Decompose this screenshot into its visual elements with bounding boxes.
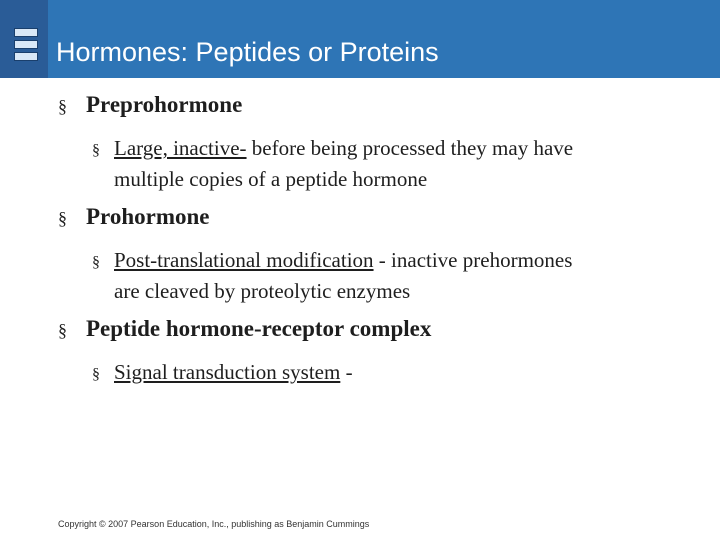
logo-stripe-bottom xyxy=(14,52,38,61)
sub-bullet-marker-icon: § xyxy=(92,142,100,159)
bullet-heading: Peptide hormone-receptor complex xyxy=(86,316,432,341)
bullet-receptor-complex xyxy=(58,316,431,342)
sub-bullet-text: - xyxy=(340,360,353,384)
sub-bullet-line xyxy=(92,246,702,277)
bullet-heading: Preprohormone xyxy=(86,92,243,117)
sub-bullet-term: Post-translational modification xyxy=(114,248,374,272)
copyright-footer: Copyright © 2007 Pearson Education, Inc., publishing as Benjamin Cummings xyxy=(58,519,370,529)
sub-bullet-marker-icon: § xyxy=(92,366,100,383)
bullet-marker-icon: § xyxy=(58,96,67,116)
bullet-marker-icon: § xyxy=(58,320,67,340)
bullet-marker-icon: § xyxy=(58,208,67,228)
sub-bullet-preprohormone xyxy=(92,134,702,193)
logo-stripe-top xyxy=(14,28,38,37)
sub-bullet-line xyxy=(92,134,702,165)
sub-bullet-marker-icon: § xyxy=(92,254,100,271)
sub-bullet-continuation: multiple copies of a peptide hormone xyxy=(114,167,428,191)
bullet-preprohormone xyxy=(58,92,242,118)
sub-bullet-line xyxy=(92,358,702,389)
sub-bullet-prohormone xyxy=(92,246,702,305)
sub-bullet-receptor-complex xyxy=(92,358,702,389)
sub-bullet-term: Large, inactive- xyxy=(114,136,247,160)
sub-bullet-text: - inactive prehormones xyxy=(373,248,573,272)
logo-stripe-middle xyxy=(14,40,38,49)
bullet-prohormone xyxy=(58,204,210,230)
stacked-bars-logo-icon xyxy=(0,0,48,78)
sub-bullet-term: Signal transduction system xyxy=(114,360,341,384)
sub-bullet-continuation: are cleaved by proteolytic enzymes xyxy=(114,279,411,303)
bullet-heading: Prohormone xyxy=(86,204,210,229)
sub-bullet-text: before being processed they may have xyxy=(246,136,574,160)
slide-title: Hormones: Peptides or Proteins xyxy=(56,37,439,67)
